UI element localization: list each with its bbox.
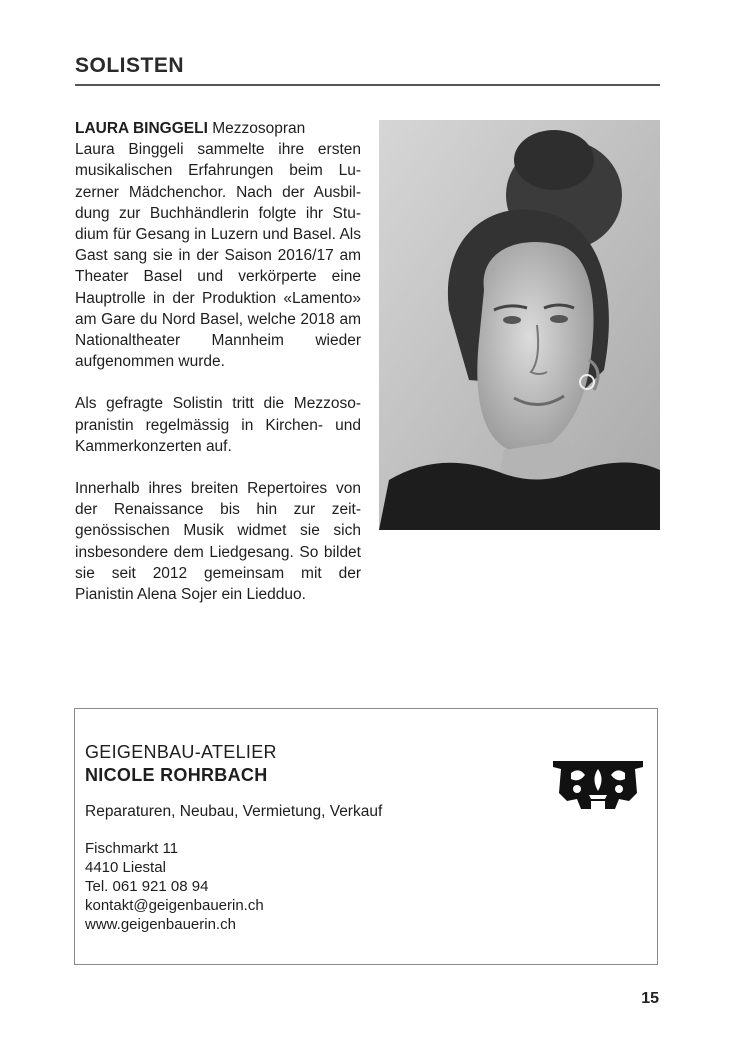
bio-text-1: Laura Binggeli sammelte ihre ersten musikalischen Erfahrungen beim Luzerner Mädchenchor. Nach der Ausbildung zur Buchhändlerin folgte ihr Studium für Gesang in Luzern und Basel. Als Gast sang sie in der Saison 2016/17 am Theater Basel und verkörperte eine Hauptrolle in der Produktion «Lamento» am Gare du Nord Basel, welche 2018 am Nationaltheater Mannheim wieder aufgenommen wurde. bbox=[75, 141, 361, 371]
advert-city: 4410 Liestal bbox=[85, 859, 166, 876]
soloist-voice-type: Mezzosopran bbox=[212, 120, 306, 137]
advert-street: Fischmarkt 11 bbox=[85, 840, 179, 857]
soloist-bio bbox=[75, 118, 361, 626]
advert-website: www.geigenbauerin.ch bbox=[85, 916, 236, 933]
advert-heading: GEIGENBAU-ATELIER bbox=[85, 742, 277, 762]
advert-contact bbox=[85, 839, 264, 934]
soloist-portrait-photo bbox=[379, 120, 660, 530]
advert-email: kontakt@geigenbauerin.ch bbox=[85, 897, 264, 914]
bio-paragraph-1 bbox=[75, 118, 361, 372]
advert-owner-name: NICOLE ROHRBACH bbox=[85, 765, 268, 785]
bio-paragraph-3: Innerhalb ihres breiten Repertoires von der Renaissance bis hin zur zeitgenössischen Musik widmet sie sich insbesondere dem Liedgesang. So bildet sie seit 2012 gemeinsam mit der Pianistin Alena Sojer ein Liedduo. bbox=[75, 480, 361, 604]
bio-paragraph-2: Als gefragte Solistin tritt die Mezzosopranistin regelmässig in Kirchen- und Kammerkonzerten auf. bbox=[75, 395, 361, 455]
advert-phone: Tel. 061 921 08 94 bbox=[85, 878, 209, 895]
advert-services: Reparaturen, Neubau, Vermietung, Verkauf bbox=[85, 803, 383, 820]
page-number: 15 bbox=[641, 990, 659, 1007]
advertisement-box bbox=[74, 708, 658, 965]
section-title: SOLISTEN bbox=[75, 54, 185, 77]
soloist-name: LAURA BINGGELI bbox=[75, 120, 208, 137]
title-divider bbox=[75, 84, 660, 86]
violin-bridge-ornament-icon bbox=[549, 753, 647, 811]
